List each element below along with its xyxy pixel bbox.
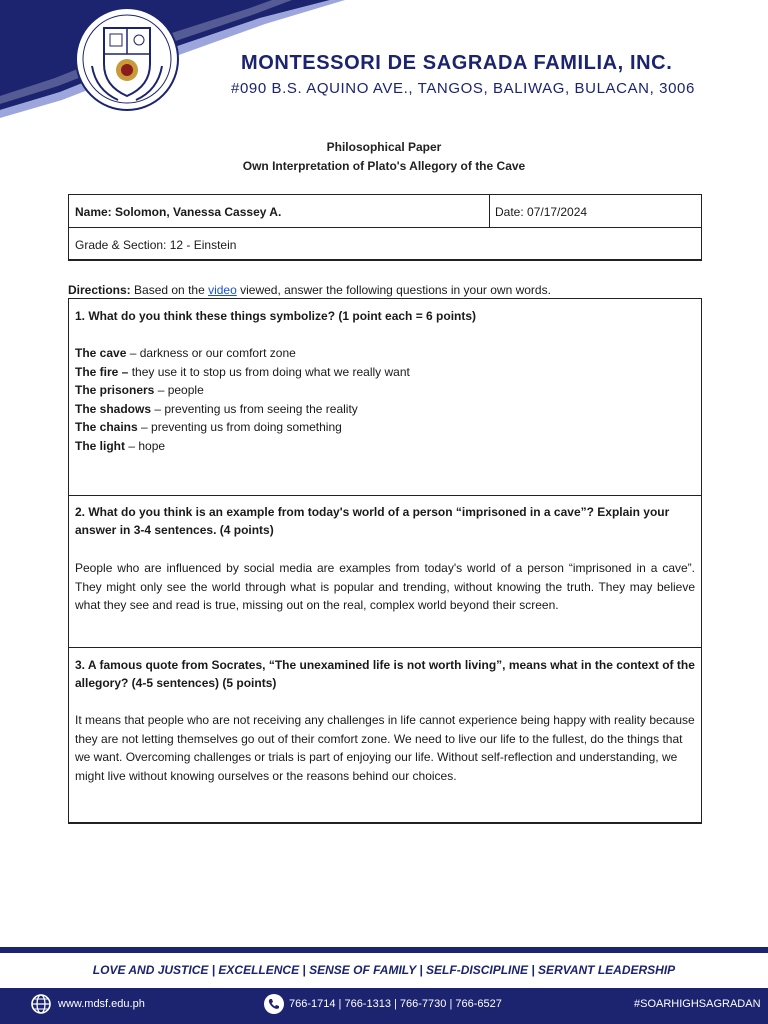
questions-table bbox=[68, 298, 702, 824]
video-link[interactable]: video bbox=[208, 283, 237, 297]
core-values: LOVE AND JUSTICE | EXCELLENCE | SENSE OF FAMILY | SELF-DISCIPLINE | SERVANT LEADERSHIP bbox=[92, 963, 676, 977]
student-info-table bbox=[68, 194, 702, 261]
answer-2: People who are influenced by social media are examples from today's world of a person “imprisoned in a cave”. They might only see the world through what is popular and trending, without knowing the truth. They may believe what they see and read is true, missing out on the real, complex world beyond their screen. bbox=[75, 561, 695, 612]
answer-3: It means that people who are not receiving any challenges in life cannot experience being happy with reality because they are not letting themselves go out of their comfort zone. We need to live our life to the fullest, do the things that we want. Overcoming challenges or trials is part of enjoying our life. Without self-reflection and understanding, we might live without knowing ourselves or the reasons behind our choices. bbox=[75, 713, 695, 783]
directions-label: Directions: bbox=[68, 283, 131, 297]
hashtag: #SOARHIGHSAGRADAN bbox=[634, 998, 761, 1010]
question-divider bbox=[69, 647, 701, 648]
directions-text-before: Based on the bbox=[130, 283, 209, 297]
grade-section: Grade & Section: 12 - Einstein bbox=[75, 238, 237, 252]
symbol-item: The prisoners – people bbox=[75, 383, 204, 397]
question-1: 1. What do you think these things symbolize? (1 point each = 6 points) bbox=[75, 309, 477, 323]
symbol-item: The chains – preventing us from doing something bbox=[75, 420, 342, 434]
question-3: 3. A famous quote from Socrates, “The unexamined life is not worth living”, means what in the context of the allegory? (4-5 sentences) (5 points) bbox=[75, 658, 695, 690]
student-name: Name: Solomon, Vanessa Cassey A. bbox=[75, 205, 282, 219]
symbol-item: The cave – darkness or our comfort zone bbox=[75, 346, 296, 360]
letterhead bbox=[0, 0, 768, 120]
globe-icon bbox=[30, 993, 52, 1015]
footer-rule bbox=[0, 947, 768, 953]
symbol-item: The fire – they use it to stop us from doing what we really want bbox=[75, 364, 410, 379]
question-2: 2. What do you think is an example from today's world of a person “imprisoned in a cave”? Explain your answer in 3-4 sentences. (4 points) bbox=[75, 505, 670, 537]
school-address: #090 B.S. AQUINO AVE., TANGOS, BALIWAG, BULACAN, 3006 bbox=[231, 80, 695, 97]
school-seal-icon bbox=[74, 6, 180, 112]
paper-type-title: Philosophical Paper bbox=[326, 140, 442, 154]
symbol-item: The light – hope bbox=[75, 438, 166, 453]
phone-icon bbox=[263, 993, 285, 1015]
directions-text-after: viewed, answer the following questions in your own words. bbox=[236, 283, 551, 297]
website-link[interactable]: www.mdsf.edu.ph bbox=[58, 998, 145, 1010]
directions bbox=[68, 283, 551, 297]
footer-contact-bar bbox=[0, 988, 768, 1024]
info-row-name-date bbox=[69, 195, 701, 228]
school-name: MONTESSORI DE SAGRADA FAMILIA, INC. bbox=[241, 52, 673, 74]
phone-numbers: 766-1714 | 766-1313 | 766-7730 | 766-6527 bbox=[289, 998, 502, 1010]
info-column-divider bbox=[489, 195, 490, 228]
question-divider bbox=[69, 495, 701, 496]
submission-date: Date: 07/17/2024 bbox=[495, 205, 588, 219]
symbol-item: The shadows – preventing us from seeing the reality bbox=[75, 401, 358, 416]
paper-subtitle: Own Interpretation of Plato's Allegory of the Cave bbox=[242, 159, 526, 173]
